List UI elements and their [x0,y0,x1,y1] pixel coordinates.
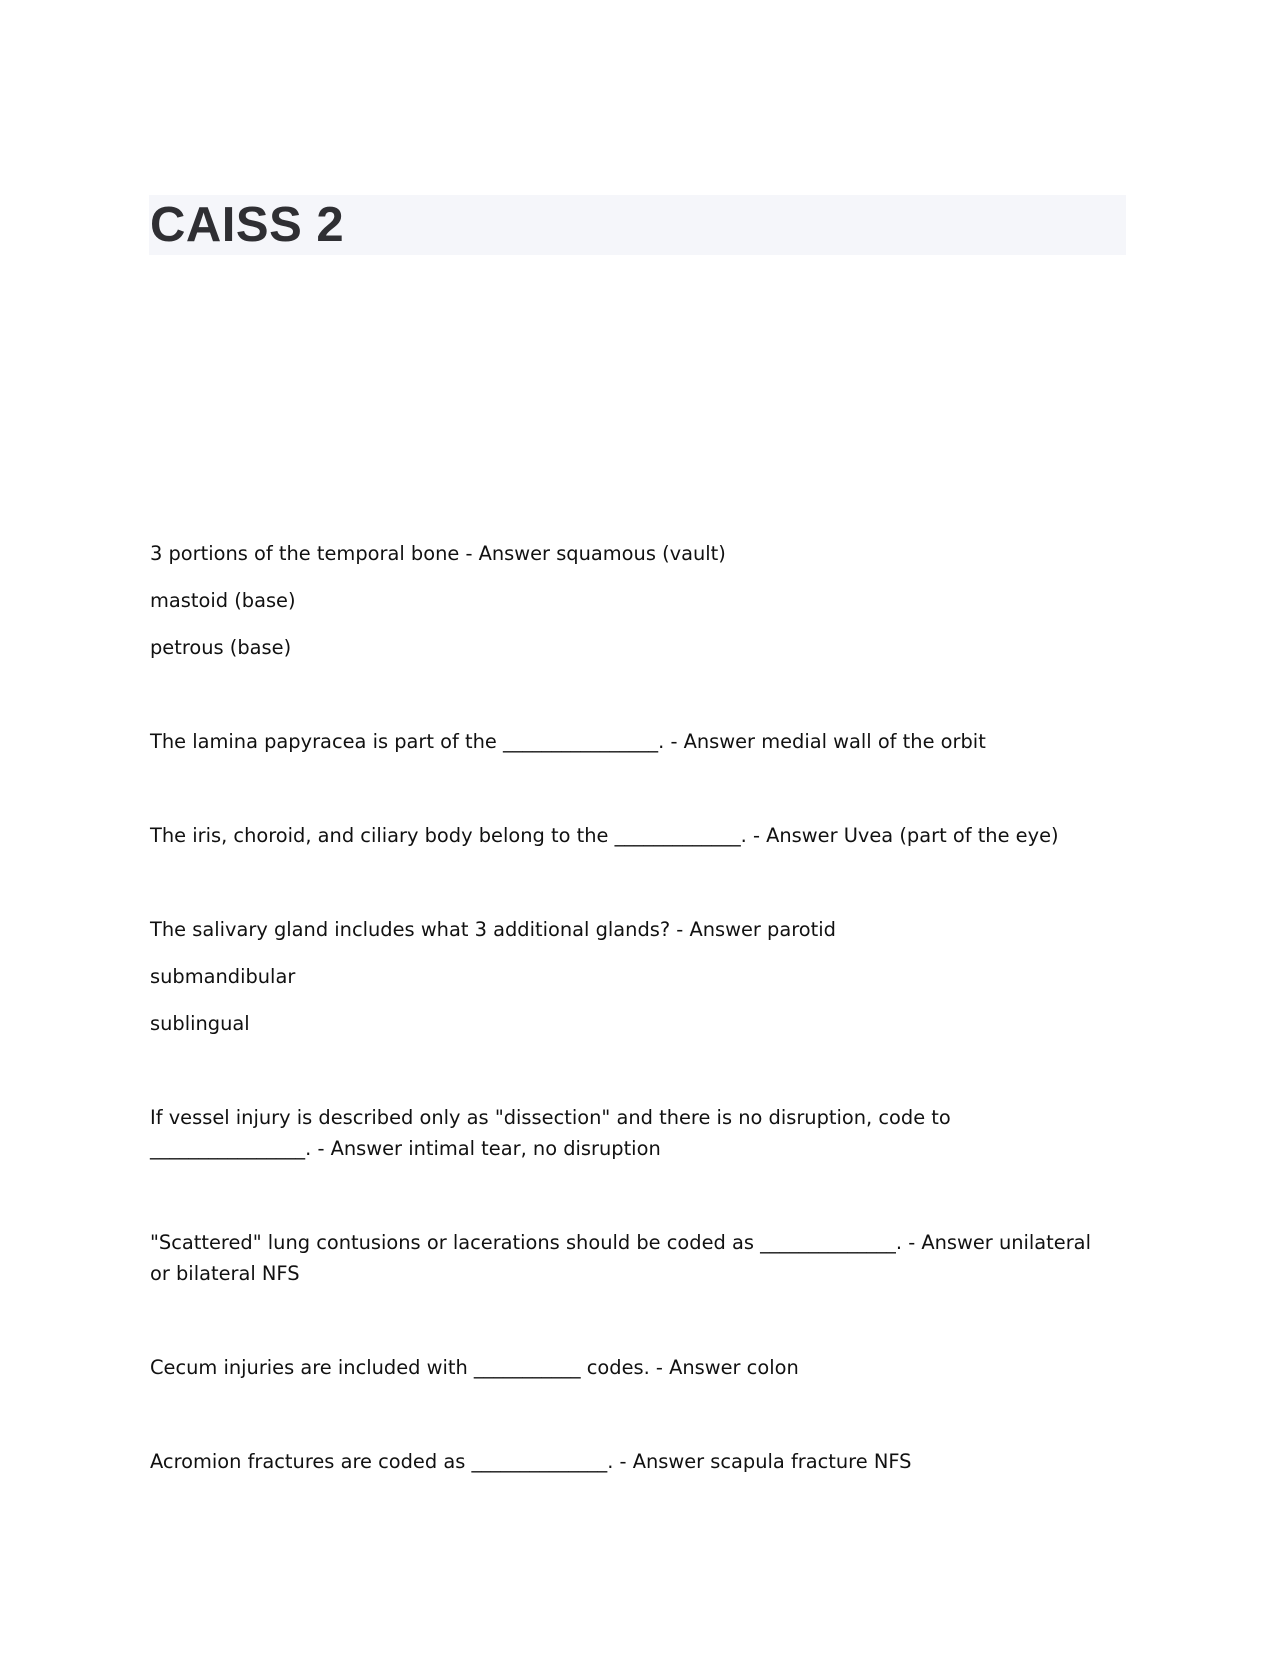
qa-entry [150,914,1110,1039]
qa-entry [150,1446,1110,1477]
qa-question: Cecum injuries are included with ___________ codes. - Answer colon [150,1356,799,1379]
qa-question: The iris, choroid, and ciliary body belong to the _____________. - Answer Uvea (part of the eye) [150,824,1059,847]
qa-question: The lamina papyracea is part of the ________________. - Answer medial wall of the orbit [150,730,986,753]
qa-entry [150,1102,1110,1164]
qa-answer-line: submandibular [150,965,296,988]
qa-question: 3 portions of the temporal bone - Answer squamous (vault) [150,542,726,565]
qa-answer-line: sublingual [150,1012,250,1035]
qa-question: The salivary gland includes what 3 additional glands? - Answer parotid [150,918,836,941]
qa-question: "Scattered" lung contusions or lacerations should be coded as ______________. - Answer unilateral or bilateral NFS [150,1231,1091,1285]
document-title: CAISS 2 [150,198,345,252]
qa-entry [150,1352,1110,1383]
qa-question: Acromion fractures are coded as ______________. - Answer scapula fracture NFS [150,1450,912,1473]
qa-list [150,538,1110,1477]
qa-entry [150,726,1110,757]
qa-entry [150,820,1110,851]
qa-answer-line: petrous (base) [150,636,292,659]
qa-question: If vessel injury is described only as "dissection" and there is no disruption, code to ________________. - Answer intimal tear, no disruption [150,1106,951,1160]
qa-entry [150,538,1110,663]
qa-entry [150,1227,1110,1289]
qa-answer-line: mastoid (base) [150,589,296,612]
